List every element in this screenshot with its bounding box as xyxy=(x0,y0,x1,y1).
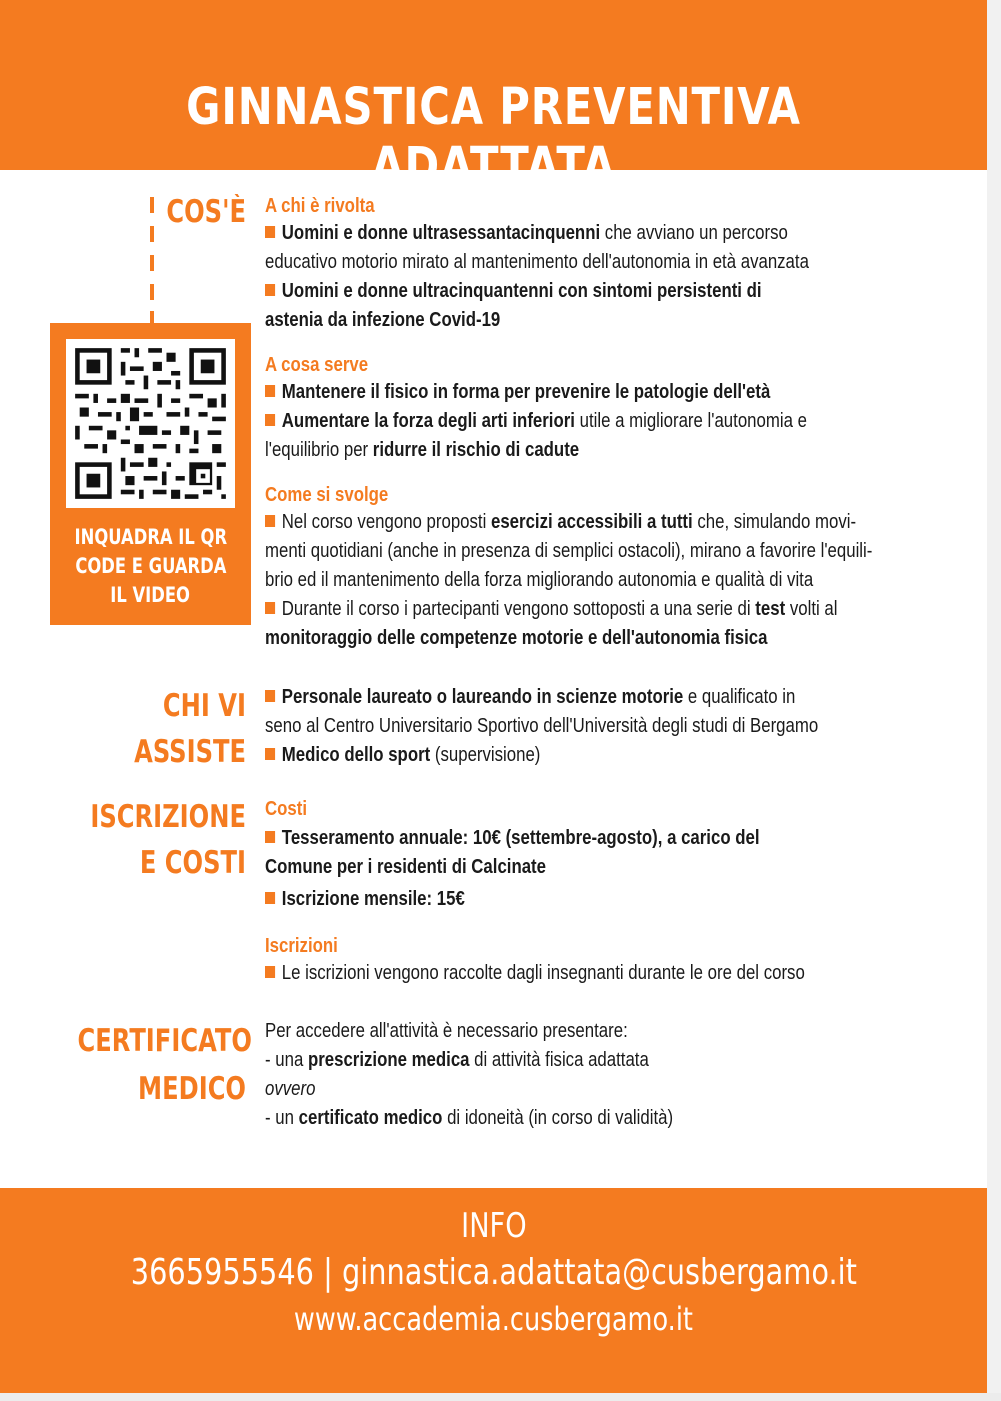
bold-text: Aumentare la forza degli arti inferiori xyxy=(281,410,575,432)
footer-info-title-text: INFO xyxy=(460,1206,527,1246)
text-line xyxy=(265,885,853,914)
text: che avviano un percorso xyxy=(600,222,788,244)
text: di attività fisica adattata xyxy=(469,1049,649,1071)
text: Nel corso vengono proposti xyxy=(281,511,491,533)
bold-text: Medico dello sport xyxy=(281,744,431,766)
text-line xyxy=(265,595,853,624)
section-label-cose xyxy=(30,190,246,234)
text-line xyxy=(265,959,853,988)
text-line: menti quotidiani (anche in presenza di semplici ostacoli), mirano a favorire l'equili- xyxy=(265,540,873,562)
bold-text: Tesseramento annuale: 10€ (settembre-agosto), a carico del xyxy=(281,827,760,849)
bullet-square-icon xyxy=(265,831,275,843)
text-line: monitoraggio delle competenze motorie e dell'autonomia fisica xyxy=(265,627,768,649)
text-line xyxy=(265,824,853,853)
text: utile a migliorare l'autonomia e xyxy=(574,410,807,432)
text-line xyxy=(265,436,853,465)
connector-dash xyxy=(150,226,154,242)
qr-caption-line: IL VIDEO xyxy=(110,583,191,607)
text-line xyxy=(265,1046,853,1075)
subheading-costi: Costi xyxy=(265,798,307,820)
connector-dash xyxy=(150,197,154,213)
footer-info-title xyxy=(0,1206,987,1246)
page-title: GINNASTICA PREVENTIVA ADATTATA xyxy=(186,78,801,196)
bold-text: Uomini e donne ultracinquantenni con sintomi persistenti di xyxy=(281,280,762,302)
text-line xyxy=(265,378,853,407)
section-label-certificato-line: CERTIFICATO xyxy=(77,1023,252,1059)
bullet-square-icon xyxy=(265,226,275,238)
page-edge-right xyxy=(987,0,1001,1401)
text: che, simulando movi- xyxy=(692,511,857,533)
text: e qualificato in xyxy=(683,686,796,708)
text-line xyxy=(265,1104,853,1133)
section-chi-content xyxy=(265,683,965,770)
subheading-a-cosa: A cosa serve xyxy=(265,354,369,376)
footer-website-link[interactable] xyxy=(0,1300,987,1338)
section-iscrizione-content xyxy=(265,796,965,988)
bold-text: Personale laureato o laureando in scienze motorie xyxy=(281,686,684,708)
section-label-iscrizione-line: ISCRIZIONE xyxy=(90,799,247,835)
text: - una xyxy=(265,1049,308,1071)
section-label-certificato-line: MEDICO xyxy=(138,1071,246,1107)
text-line: Per accedere all'attività è necessario presentare: xyxy=(265,1020,628,1042)
bullet-square-icon xyxy=(265,690,275,702)
section-label-chi-line: ASSISTE xyxy=(134,734,246,770)
connector-dash xyxy=(150,311,154,323)
text-line xyxy=(265,219,853,248)
text-line xyxy=(265,407,853,436)
page-edge-bottom xyxy=(0,1393,1001,1401)
qr-code-frame[interactable] xyxy=(66,339,235,508)
text: - un xyxy=(265,1107,299,1129)
bullet-square-icon xyxy=(265,385,275,397)
text-line: brio ed il mantenimento della forza migliorando autonomia e qualità di vita xyxy=(265,569,814,591)
text-line xyxy=(265,277,853,306)
subheading-come: Come si svolge xyxy=(265,484,389,506)
footer-website-text[interactable]: www.accademia.cusbergamo.it xyxy=(293,1300,694,1338)
bullet-square-icon xyxy=(265,748,275,760)
section-label-certificato xyxy=(30,1017,252,1113)
qr-card xyxy=(50,323,251,625)
section-label-cose-text: COS'È xyxy=(166,194,246,230)
text-line: seno al Centro Universitario Sportivo dell'Università degli studi di Bergamo xyxy=(265,715,819,737)
text-line xyxy=(265,683,853,712)
bullet-square-icon xyxy=(265,284,275,296)
text: di idoneità (in corso di validità) xyxy=(442,1107,674,1129)
footer-info xyxy=(0,1188,987,1393)
text-line: Comune per i residenti di Calcinate xyxy=(265,856,547,878)
bullet-square-icon xyxy=(265,602,275,614)
bold-text: test xyxy=(755,598,786,620)
subheading-iscrizioni: Iscrizioni xyxy=(265,935,338,957)
text: Durante il corso i partecipanti vengono sottoposti a una serie di xyxy=(281,598,756,620)
footer-contacts-text[interactable]: 3665955546 | ginnastica.adattata@cusbergamo.it xyxy=(130,1252,857,1293)
bold-text: esercizi accessibili a tutti xyxy=(490,511,693,533)
section-label-iscrizione-line: E COSTI xyxy=(139,845,246,881)
section-label-iscrizione xyxy=(30,794,246,886)
text: l'equilibrio per xyxy=(265,439,373,461)
bold-text: Mantenere il fisico in forma per prevenire le patologie dell'età xyxy=(281,381,771,403)
section-cose-content xyxy=(265,193,965,653)
qr-caption xyxy=(50,523,251,610)
bold-text: ridurre il rischio di cadute xyxy=(372,439,580,461)
text-line xyxy=(265,741,853,770)
text: volti al xyxy=(785,598,838,620)
bullet-square-icon xyxy=(265,414,275,426)
text-line xyxy=(265,508,857,537)
bullet-square-icon xyxy=(265,892,275,904)
header-banner xyxy=(0,0,987,196)
text-line: astenia da infezione Covid-19 xyxy=(265,309,501,331)
text: Le iscrizioni vengono raccolte dagli insegnanti durante le ore del corso xyxy=(281,962,805,984)
bold-text: certificato medico xyxy=(298,1107,443,1129)
connector-dash xyxy=(150,255,154,271)
bold-text: Iscrizione mensile: 15€ xyxy=(281,888,465,910)
qr-caption-line: CODE E GUARDA xyxy=(74,554,227,578)
text: (supervisione) xyxy=(430,744,541,766)
text-line: educativo motorio mirato al mantenimento dell'autonomia in età avanzata xyxy=(265,251,809,273)
section-label-chi-line: CHI VI xyxy=(162,688,246,724)
footer-contacts[interactable] xyxy=(0,1252,987,1293)
section-label-chi xyxy=(30,683,246,775)
connector-dash xyxy=(150,284,154,300)
subheading-a-chi: A chi è rivolta xyxy=(265,195,375,217)
bold-text: Uomini e donne ultrasessantacinquenni xyxy=(281,222,601,244)
qr-caption-line: INQUADRA IL QR xyxy=(74,525,227,549)
bold-text: prescrizione medica xyxy=(307,1049,470,1071)
bullet-square-icon xyxy=(265,966,275,978)
section-certificato-content xyxy=(265,1017,965,1133)
bullet-square-icon xyxy=(265,515,275,527)
text-line: ovvero xyxy=(265,1078,316,1100)
qr-code-icon[interactable] xyxy=(66,339,235,508)
